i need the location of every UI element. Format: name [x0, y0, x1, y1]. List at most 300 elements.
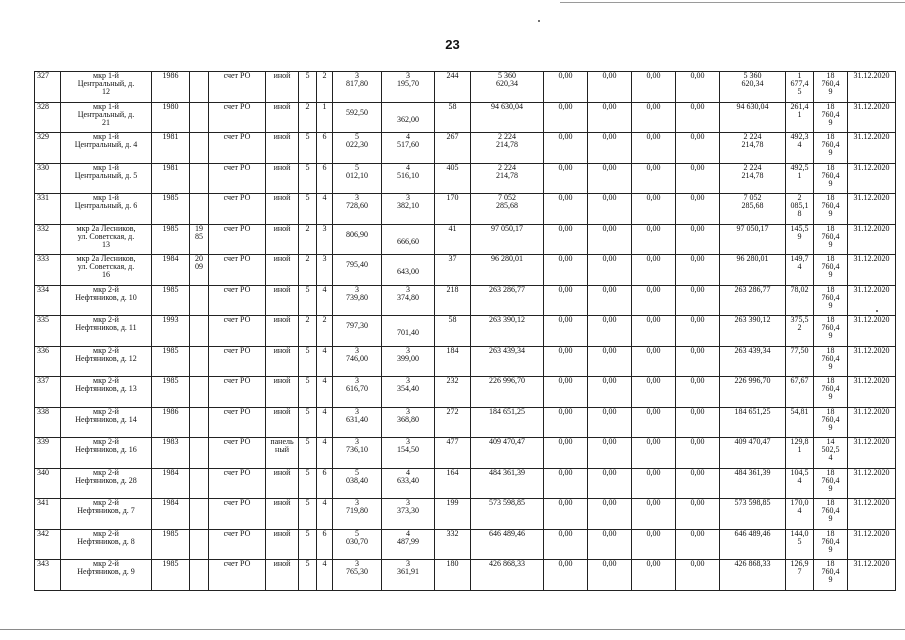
cell-zero-amount: 0,00 — [632, 468, 676, 499]
cell-repair-cost — [471, 407, 544, 438]
cell-repair-cost-line: 263 390,12 — [489, 315, 525, 324]
cell-fund-method: счет РО — [209, 224, 266, 255]
cell-total-area — [333, 407, 382, 438]
cell-living-area-line: 3 — [406, 193, 410, 202]
cell-address-line: 16 — [102, 270, 110, 279]
cell-total-cost-line: 646 489,46 — [734, 529, 771, 538]
cell-living-area-line: 3 — [406, 559, 410, 568]
cell-year-built: 1986 — [152, 407, 190, 438]
cell-wall-material — [266, 72, 299, 103]
cell-zero-amount: 0,00 — [632, 346, 676, 377]
cell-total-area — [333, 255, 382, 286]
cell-total-area-line: 631,40 — [346, 414, 368, 424]
cell-fund-method: счет РО — [209, 163, 266, 194]
cell-cost-limit — [814, 133, 848, 164]
cell-floors: 5 — [299, 72, 317, 103]
cell-entrances: 4 — [317, 377, 333, 408]
cell-year-built: 1980 — [152, 102, 190, 133]
cell-cost-limit-line: 18 — [826, 71, 835, 80]
cell-year-renovated-line: 19 — [195, 224, 203, 233]
cell-repair-cost — [471, 529, 544, 560]
cell-deadline: 31.12.2020 — [848, 163, 896, 194]
cell-year-built: 1985 — [152, 285, 190, 316]
cell-total-area-line: 817,80 — [346, 79, 368, 88]
cell-total-area-line: 3 — [355, 285, 359, 294]
scan-edge-top — [560, 2, 905, 3]
cell-address-line: мкр 2-й — [93, 407, 119, 416]
cell-residents: 184 — [435, 346, 471, 377]
cell-row-number: 336 — [35, 346, 61, 377]
cell-fund-method: счет РО — [209, 285, 266, 316]
cell-wall-material — [266, 468, 299, 499]
cell-living-area-line: 3 — [406, 376, 410, 385]
cell-zero-amount: 0,00 — [544, 316, 588, 347]
cell-cost-per-sqm-line: 1 — [797, 445, 802, 454]
cell-cost-limit-line: 9 — [828, 544, 833, 554]
cell-address-line: Центральный, д. — [77, 109, 135, 119]
cell-zero-amount: 0,00 — [676, 316, 720, 347]
cell-cost-per-sqm-line: 492,5 — [790, 163, 809, 172]
cell-zero-amount: 0,00 — [588, 224, 632, 255]
cell-wall-material — [266, 407, 299, 438]
cell-address-line: мкр 2а Лесников, — [76, 224, 136, 233]
cell-total-cost — [720, 499, 786, 530]
cell-cost-limit — [814, 224, 848, 255]
cell-cost-per-sqm — [786, 316, 814, 347]
cell-residents: 180 — [435, 560, 471, 591]
cell-cost-limit — [814, 163, 848, 194]
cell-living-area-line: 516,10 — [397, 170, 419, 180]
cell-cost-per-sqm — [786, 407, 814, 438]
cell-repair-cost-line: 646 489,46 — [489, 529, 525, 538]
cell-total-area — [333, 285, 382, 316]
cell-wall-material — [266, 194, 299, 225]
cell-year-built: 1993 — [152, 316, 190, 347]
cell-wall-material-line: панель — [270, 437, 294, 446]
cell-entrances: 3 — [317, 255, 333, 286]
cell-row-number: 328 — [35, 102, 61, 133]
cell-cost-limit — [814, 438, 848, 469]
cell-cost-per-sqm-line: 5 — [797, 87, 802, 96]
cell-address-line: Нефтяников, д. 8 — [77, 536, 135, 546]
cell-living-area-line: 361,91 — [397, 567, 419, 576]
cell-cost-limit-line: 18 — [826, 285, 835, 294]
cell-zero-amount: 0,00 — [588, 529, 632, 560]
cell-total-cost — [720, 102, 786, 133]
cell-address-line: Центральный, д. — [77, 79, 135, 88]
cell-repair-cost — [471, 224, 544, 255]
cell-living-area-line: 3 — [406, 498, 410, 507]
cell-address — [61, 133, 152, 164]
housing-table-wrapper — [34, 71, 896, 591]
cell-deadline: 31.12.2020 — [848, 72, 896, 103]
cell-cost-per-sqm-line: 104,5 — [790, 468, 809, 477]
cell-total-cost-line: 426 868,33 — [734, 559, 771, 568]
cell-zero-amount: 0,00 — [588, 255, 632, 286]
cell-repair-cost-line: 5 360 — [498, 71, 516, 80]
cell-living-area — [382, 468, 435, 499]
cell-zero-amount: 0,00 — [632, 560, 676, 591]
cell-entrances: 1 — [317, 102, 333, 133]
cell-wall-material-line: иной — [273, 163, 291, 172]
cell-cost-limit-line: 760,4 — [821, 262, 840, 271]
cell-cost-limit — [814, 346, 848, 377]
cell-total-area-line: 012,10 — [346, 170, 368, 180]
cell-cost-limit-line: 18 — [826, 407, 835, 416]
table-row — [35, 163, 896, 194]
cell-cost-per-sqm — [786, 102, 814, 133]
cell-address-line: мкр 1-й — [93, 132, 119, 141]
table-row — [35, 133, 896, 164]
cell-wall-material — [266, 529, 299, 560]
cell-address-line: Нефтяников, д. 13 — [75, 384, 137, 393]
cell-fund-method: счет РО — [209, 560, 266, 591]
cell-zero-amount: 0,00 — [632, 407, 676, 438]
cell-fund-method: счет РО — [209, 468, 266, 499]
cell-total-cost-line: 263 390,12 — [734, 315, 771, 324]
cell-address — [61, 194, 152, 225]
scan-speck — [538, 20, 540, 22]
cell-total-area-line: 022,30 — [346, 140, 368, 149]
cell-entrances: 6 — [317, 529, 333, 560]
cell-address-line: мкр 2-й — [93, 315, 119, 324]
cell-cost-limit-line: 18 — [826, 163, 835, 172]
cell-year-renovated — [190, 346, 209, 377]
cell-zero-amount: 0,00 — [544, 224, 588, 255]
cell-zero-amount: 0,00 — [632, 316, 676, 347]
cell-address-line: Центральный, д. 5 — [74, 170, 138, 180]
cell-year-renovated — [190, 529, 209, 560]
cell-cost-limit-line: 760,4 — [821, 506, 840, 515]
cell-cost-per-sqm-line: 085,1 — [790, 201, 809, 210]
cell-address — [61, 285, 152, 316]
cell-address-line: мкр 2-й — [93, 376, 119, 385]
cell-total-cost — [720, 194, 786, 225]
cell-repair-cost-line: 263 439,34 — [489, 346, 525, 355]
table-row — [35, 407, 896, 438]
housing-repair-table — [34, 71, 896, 591]
cell-cost-limit — [814, 316, 848, 347]
cell-cost-limit-line: 760,4 — [821, 567, 840, 576]
cell-year-renovated-line: 20 — [195, 254, 203, 263]
cell-wall-material-line: иной — [273, 224, 291, 233]
cell-cost-per-sqm-line: 1 — [797, 71, 802, 80]
table-row — [35, 529, 896, 560]
cell-zero-amount: 0,00 — [544, 438, 588, 469]
cell-entrances: 4 — [317, 346, 333, 377]
table-row — [35, 224, 896, 255]
cell-total-area — [333, 194, 382, 225]
cell-repair-cost-line: 214,78 — [496, 170, 518, 180]
cell-wall-material-line: иной — [273, 102, 291, 111]
page-number: 23 — [445, 37, 460, 52]
cell-row-number: 327 — [35, 72, 61, 103]
cell-address-line: 13 — [102, 239, 110, 249]
cell-address-line: Центральный, д. 4 — [74, 140, 138, 149]
cell-row-number: 332 — [35, 224, 61, 255]
cell-cost-per-sqm-line: 4 — [797, 506, 802, 515]
cell-living-area — [382, 529, 435, 560]
cell-total-area-line: 3 — [355, 559, 359, 568]
cell-total-cost-line: 94 630,04 — [736, 102, 769, 111]
cell-wall-material-line: иной — [273, 407, 291, 416]
cell-cost-limit-line: 9 — [828, 331, 833, 340]
cell-total-cost — [720, 224, 786, 255]
cell-repair-cost — [471, 194, 544, 225]
cell-cost-per-sqm — [786, 499, 814, 530]
cell-total-area — [333, 163, 382, 194]
cell-cost-limit-line: 9 — [828, 209, 833, 218]
cell-total-area — [333, 560, 382, 591]
cell-repair-cost-line: 7 052 — [498, 193, 516, 202]
table-row — [35, 316, 896, 347]
cell-fund-method: счет РО — [209, 255, 266, 286]
cell-cost-per-sqm-line: 2 — [797, 193, 802, 202]
cell-residents: 477 — [435, 438, 471, 469]
cell-cost-per-sqm-line: 78,02 — [790, 285, 809, 294]
cell-wall-material-line: иной — [273, 376, 291, 385]
table-row — [35, 346, 896, 377]
cell-zero-amount: 0,00 — [632, 133, 676, 164]
cell-address — [61, 102, 152, 133]
cell-entrances: 6 — [317, 163, 333, 194]
cell-zero-amount: 0,00 — [588, 194, 632, 225]
cell-address-line: мкр 2-й — [93, 559, 119, 568]
cell-zero-amount: 0,00 — [588, 560, 632, 591]
cell-year-renovated — [190, 163, 209, 194]
cell-zero-amount: 0,00 — [544, 468, 588, 499]
cell-total-area — [333, 499, 382, 530]
cell-address — [61, 560, 152, 591]
cell-living-area — [382, 346, 435, 377]
cell-zero-amount: 0,00 — [676, 468, 720, 499]
cell-deadline: 31.12.2020 — [848, 346, 896, 377]
cell-year-built: 1984 — [152, 255, 190, 286]
cell-zero-amount: 0,00 — [588, 377, 632, 408]
cell-deadline: 31.12.2020 — [848, 377, 896, 408]
cell-cost-limit — [814, 285, 848, 316]
cell-total-cost-line: 573 598,85 — [734, 498, 771, 507]
cell-living-area-line: 4 — [406, 132, 410, 141]
cell-living-area — [382, 194, 435, 225]
cell-living-area-line: 3 — [406, 71, 410, 80]
cell-zero-amount: 0,00 — [676, 224, 720, 255]
table-row — [35, 377, 896, 408]
cell-wall-material-line: иной — [273, 71, 291, 80]
cell-zero-amount: 0,00 — [632, 72, 676, 103]
cell-wall-material — [266, 255, 299, 286]
cell-zero-amount: 0,00 — [632, 194, 676, 225]
cell-cost-limit — [814, 407, 848, 438]
cell-cost-limit — [814, 529, 848, 560]
cell-total-cost — [720, 346, 786, 377]
cell-year-renovated — [190, 255, 209, 286]
cell-zero-amount: 0,00 — [676, 255, 720, 286]
cell-year-built: 1985 — [152, 377, 190, 408]
cell-year-renovated — [190, 560, 209, 591]
cell-total-area-line: 5 — [355, 468, 359, 477]
cell-residents: 272 — [435, 407, 471, 438]
cell-zero-amount: 0,00 — [632, 224, 676, 255]
cell-year-built: 1985 — [152, 224, 190, 255]
cell-living-area-line: 368,80 — [397, 414, 419, 424]
cell-address-line: Нефтяников, д. 14 — [75, 414, 137, 424]
cell-repair-cost-line: 214,78 — [496, 140, 518, 149]
cell-zero-amount: 0,00 — [544, 163, 588, 194]
cell-zero-amount: 0,00 — [588, 316, 632, 347]
cell-deadline: 31.12.2020 — [848, 468, 896, 499]
cell-total-cost — [720, 468, 786, 499]
cell-cost-per-sqm-line: 129,8 — [790, 437, 809, 446]
cell-year-renovated — [190, 499, 209, 530]
cell-deadline: 31.12.2020 — [848, 133, 896, 164]
cell-floors: 2 — [299, 224, 317, 255]
cell-total-cost-line: 226 996,70 — [734, 376, 771, 385]
cell-residents: 58 — [435, 102, 471, 133]
cell-wall-material — [266, 438, 299, 469]
cell-total-area-line: 728,60 — [346, 201, 368, 210]
cell-cost-per-sqm-line: 1 — [797, 109, 802, 119]
cell-zero-amount: 0,00 — [544, 346, 588, 377]
cell-living-area-line: 399,00 — [397, 353, 419, 363]
cell-address-line: мкр 1-й — [93, 193, 119, 202]
cell-zero-amount: 0,00 — [676, 499, 720, 530]
cell-cost-per-sqm-line: 126,9 — [790, 559, 809, 568]
cell-address — [61, 468, 152, 499]
cell-cost-limit-line: 18 — [826, 102, 835, 111]
cell-zero-amount: 0,00 — [632, 255, 676, 286]
cell-row-number: 340 — [35, 468, 61, 499]
cell-zero-amount: 0,00 — [588, 438, 632, 469]
cell-total-area-line: 739,80 — [346, 292, 368, 302]
table-row — [35, 194, 896, 225]
cell-cost-limit-line: 18 — [826, 254, 835, 263]
cell-zero-amount: 0,00 — [544, 499, 588, 530]
cell-row-number: 334 — [35, 285, 61, 316]
cell-cost-limit-line: 9 — [828, 178, 833, 188]
cell-address-line: Нефтяников, д. 28 — [75, 475, 137, 485]
cell-floors: 5 — [299, 163, 317, 194]
cell-cost-limit — [814, 102, 848, 133]
cell-deadline: 31.12.2020 — [848, 316, 896, 347]
cell-cost-per-sqm-line: 492,3 — [790, 132, 809, 141]
cell-cost-limit — [814, 255, 848, 286]
cell-living-area-line: 3 — [406, 346, 410, 355]
cell-year-renovated-line: 09 — [195, 262, 203, 271]
cell-total-area-line: 3 — [355, 407, 359, 416]
cell-total-area-line: 5 — [355, 132, 359, 141]
cell-living-area — [382, 133, 435, 164]
cell-cost-per-sqm-line: 5 — [797, 536, 802, 546]
cell-wall-material — [266, 316, 299, 347]
cell-row-number: 335 — [35, 316, 61, 347]
cell-wall-material-line: иной — [273, 254, 291, 263]
cell-address-line: мкр 2-й — [93, 285, 119, 294]
cell-living-area-line: 633,40 — [397, 475, 419, 485]
cell-living-area-line: 666,60 — [397, 236, 419, 246]
cell-cost-limit-line: 9 — [828, 575, 833, 584]
cell-zero-amount: 0,00 — [544, 377, 588, 408]
cell-total-cost — [720, 438, 786, 469]
cell-zero-amount: 0,00 — [632, 102, 676, 133]
cell-year-renovated — [190, 102, 209, 133]
cell-total-cost-line: 214,78 — [741, 140, 764, 149]
cell-row-number: 337 — [35, 377, 61, 408]
cell-zero-amount: 0,00 — [588, 407, 632, 438]
cell-zero-amount: 0,00 — [676, 407, 720, 438]
cell-living-area-line: 3 — [406, 285, 410, 294]
cell-repair-cost — [471, 285, 544, 316]
cell-living-area-line: 374,80 — [397, 292, 419, 302]
cell-cost-limit-line: 760,4 — [821, 201, 840, 210]
cell-floors: 5 — [299, 194, 317, 225]
cell-total-area-line: 736,10 — [346, 445, 368, 454]
cell-cost-limit — [814, 72, 848, 103]
table-row — [35, 102, 896, 133]
cell-total-cost — [720, 163, 786, 194]
cell-zero-amount: 0,00 — [676, 346, 720, 377]
cell-total-area — [333, 133, 382, 164]
cell-total-cost-line: 620,34 — [741, 79, 764, 88]
cell-repair-cost-line: 484 361,39 — [489, 468, 525, 477]
cell-cost-limit-line: 760,4 — [821, 109, 840, 119]
cell-entrances: 4 — [317, 499, 333, 530]
cell-row-number: 342 — [35, 529, 61, 560]
cell-floors: 5 — [299, 285, 317, 316]
cell-repair-cost-line: 409 470,47 — [489, 437, 525, 446]
cell-zero-amount: 0,00 — [544, 255, 588, 286]
cell-total-area-line: 592,50 — [346, 107, 368, 117]
cell-entrances: 4 — [317, 560, 333, 591]
cell-total-cost — [720, 377, 786, 408]
cell-row-number: 343 — [35, 560, 61, 591]
cell-repair-cost-line: 620,34 — [496, 79, 518, 88]
cell-fund-method: счет РО — [209, 407, 266, 438]
cell-residents: 37 — [435, 255, 471, 286]
cell-zero-amount: 0,00 — [588, 468, 632, 499]
cell-total-cost-line: 263 439,34 — [734, 346, 771, 355]
cell-entrances: 3 — [317, 224, 333, 255]
cell-entrances: 4 — [317, 438, 333, 469]
cell-entrances: 6 — [317, 133, 333, 164]
cell-wall-material — [266, 560, 299, 591]
cell-total-cost-line: 263 286,77 — [734, 285, 771, 294]
cell-zero-amount: 0,00 — [676, 194, 720, 225]
cell-cost-limit-line: 18 — [826, 559, 835, 568]
cell-cost-limit-line: 502,5 — [821, 445, 840, 454]
cell-residents: 232 — [435, 377, 471, 408]
cell-living-area-line: 4 — [406, 468, 410, 477]
cell-total-area-line: 3 — [355, 437, 359, 446]
cell-repair-cost — [471, 560, 544, 591]
cell-zero-amount: 0,00 — [676, 285, 720, 316]
cell-year-renovated — [190, 194, 209, 225]
cell-deadline: 31.12.2020 — [848, 224, 896, 255]
cell-floors: 2 — [299, 255, 317, 286]
cell-zero-amount: 0,00 — [544, 285, 588, 316]
cell-entrances: 2 — [317, 316, 333, 347]
cell-cost-limit-line: 9 — [828, 117, 833, 127]
cell-residents: 332 — [435, 529, 471, 560]
cell-cost-per-sqm — [786, 529, 814, 560]
cell-repair-cost — [471, 316, 544, 347]
cell-floors: 5 — [299, 560, 317, 591]
cell-zero-amount: 0,00 — [632, 285, 676, 316]
cell-total-cost-line: 184 651,25 — [734, 407, 771, 416]
cell-year-renovated — [190, 468, 209, 499]
table-row — [35, 285, 896, 316]
cell-cost-limit-line: 760,4 — [821, 475, 840, 485]
